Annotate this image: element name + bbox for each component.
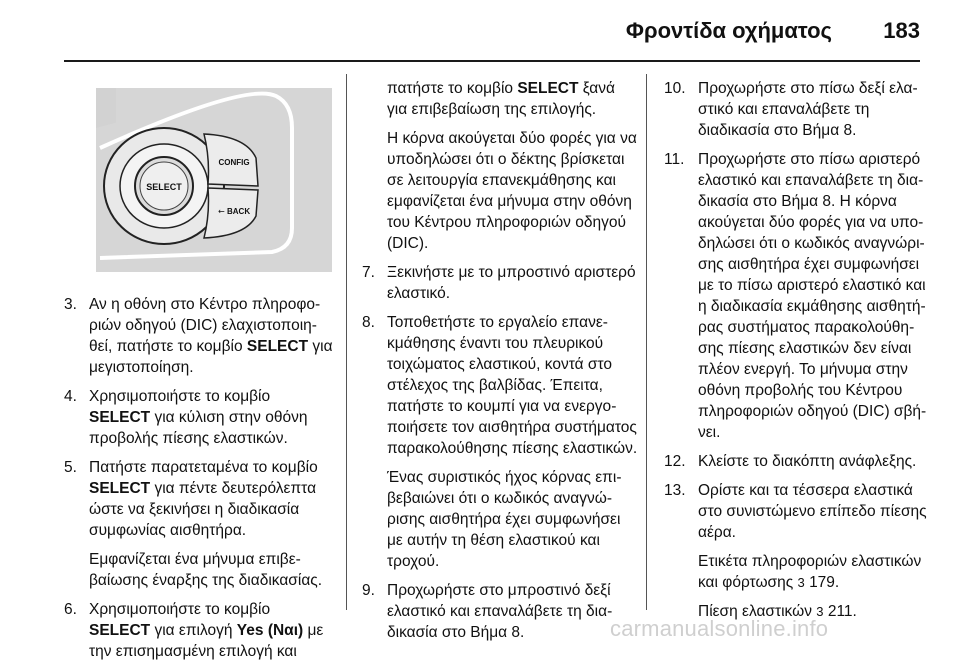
step-number: 3. bbox=[64, 296, 77, 313]
watermark: carmanualsonline.info bbox=[610, 616, 829, 641]
step-number: 4. bbox=[64, 388, 77, 405]
step-10: 10. Προχωρήστε στο πίσω δεξί ελαστικό και επαναλάβετε τη διαδικασία στο Βήμα 8. bbox=[664, 80, 918, 139]
steering-wheel-control-figure bbox=[96, 88, 332, 272]
page-reference-arrow-icon: 3 bbox=[816, 604, 824, 619]
step-9: 9. Προχωρήστε στο μπροστινό δεξί ελαστικό και επαναλάβετε τη διαδικασία στο Βήμα 8. bbox=[362, 582, 613, 641]
step-6-continued: πατήστε το κομβίο SELECT ξανά για επιβεβαίωση της επιλογής. Η κόρνα ακούγεται δύο φορές για να υποδηλώσει ότι ο δέκτης βρίσκεται σε λειτουργία επανεκμάθησης και εμφανίζεται ένα μήνυμα στην οθόνη του Κέντρου πληροφοριών οδηγού (DIC). bbox=[387, 80, 637, 252]
step-4: 4. Χρησιμοποιήστε το κομβίο SELECT για κύλιση στην οθόνη προβολής πίεσης ελαστικών. bbox=[64, 388, 308, 447]
config-button-label: CONFIG bbox=[218, 158, 250, 167]
step-number: 7. bbox=[362, 264, 375, 281]
step-3: 3. Αν η οθόνη στο Κέντρο πληροφοριών οδηγού (DIC) ελαχιστοποιηθεί, πατήστε το κομβίο SELECT για μεγιστοποίηση. bbox=[64, 296, 333, 376]
step-12: 12. Κλείστε το διακόπτη ανάφλεξης. bbox=[664, 453, 917, 470]
column-2 bbox=[362, 78, 638, 651]
column-divider bbox=[346, 74, 347, 610]
step-number: 5. bbox=[64, 459, 77, 476]
svg-text:←: ← bbox=[218, 207, 225, 216]
step-number: 8. bbox=[362, 314, 375, 331]
back-button-label: BACK bbox=[227, 207, 251, 216]
page-reference-link[interactable]: 211. bbox=[827, 603, 857, 620]
column-1 bbox=[64, 294, 334, 670]
step-7: 7. Ξεκινήστε με το μπροστινό αριστερό ελαστικό. bbox=[362, 264, 636, 302]
step-number: 10. bbox=[664, 80, 686, 97]
page-title: Φροντίδα οχήματος bbox=[625, 18, 832, 43]
column-divider bbox=[646, 74, 647, 610]
step-number: 13. bbox=[664, 482, 686, 499]
step-number: 9. bbox=[362, 582, 375, 599]
step-number: 6. bbox=[64, 601, 77, 618]
select-knob-label: SELECT bbox=[146, 182, 182, 192]
step-13: 13. Ορίστε και τα τέσσερα ελαστικά στο συνιστώμενο επίπεδο πίεσης αέρα. Ετικέτα πληροφοριών ελαστικών και φόρτωσης 3 179. Πίεση ελαστικών 3 211. bbox=[664, 482, 927, 620]
step-number: 12. bbox=[664, 453, 686, 470]
header-divider bbox=[64, 60, 920, 62]
step-number: 11. bbox=[664, 151, 685, 168]
select-knob-illustration bbox=[96, 88, 332, 272]
step-note: Ένας συριστικός ήχος κόρνας επιβεβαιώνει ότι ο κωδικός αναγνώρισης αισθητήρα έχει συμφωνήσει με αυτήν τη θέση ελαστικού και τροχού. bbox=[387, 469, 622, 570]
column-3 bbox=[664, 78, 928, 630]
page-number: 183 bbox=[883, 18, 920, 43]
step-note: Εμφανίζεται ένα μήνυμα επιβεβαίωσης έναρξης της διαδικασίας. bbox=[89, 551, 323, 589]
page-header bbox=[0, 0, 960, 62]
step-note: Η κόρνα ακούγεται δύο φορές για να υποδηλώσει ότι ο δέκτης βρίσκεται σε λειτουργία επανεκμάθησης και εμφανίζεται ένα μήνυμα στην οθόνη του Κέντρου πληροφοριών οδηγού (DIC). bbox=[387, 130, 637, 252]
step-6: 6. Χρησιμοποιήστε το κομβίο SELECT για επιλογή Yes (Ναι) με την επισημασμένη επιλογή και bbox=[64, 601, 324, 660]
step-8: 8. Τοποθετήστε το εργαλείο επανεκμάθησης έναντι του πλευρικού τοιχώματος ελαστικού, κοντά στο στέλεχος της βαλβίδας. Έπειτα, πατήστε το κουμπί για να ενεργοποιήσετε τον αισθητήρα συστήματος παρακολούθησης πίεσης ελαστικών. Ένας συριστικός ήχος κόρνας επιβεβαιώνει ότι ο κωδικός αναγνώρισης αισθητήρα έχει συμφωνήσει με αυτήν τη θέση ελαστικού και τροχού. bbox=[362, 314, 638, 570]
page-reference-link[interactable]: 179. bbox=[809, 574, 840, 591]
page-reference-arrow-icon: 3 bbox=[797, 575, 805, 590]
step-5: 5. Πατήστε παρατεταμένα το κομβίο SELECT για πέντε δευτερόλεπτα ώστε να ξεκινήσει η διαδικασία συμφωνίας αισθητήρα. Εμφανίζεται ένα μήνυμα επιβεβαίωσης έναρξης της διαδικασίας. bbox=[64, 457, 334, 591]
step-11: 11. Προχωρήστε στο πίσω αριστερό ελαστικό και επαναλάβετε τη διαδικασία στο Βήμα 8. Η κόρνα ακούγεται δύο φορές για να υποδηλώσει ότι ο κωδικός αναγνώρισης αισθητήρα έχει συμφωνήσει με το πίσω αριστερό ελαστικό και η διαδικασία εκμάθησης αισθητήρας συστήματος παρακολούθησης πίεσης ελαστικών δεν είναι πλέον ενεργή. Το μήνυμα στην οθόνη προβολής του Κέντρου πληροφοριών οδηγού (DIC) σβήνει. bbox=[664, 151, 927, 441]
